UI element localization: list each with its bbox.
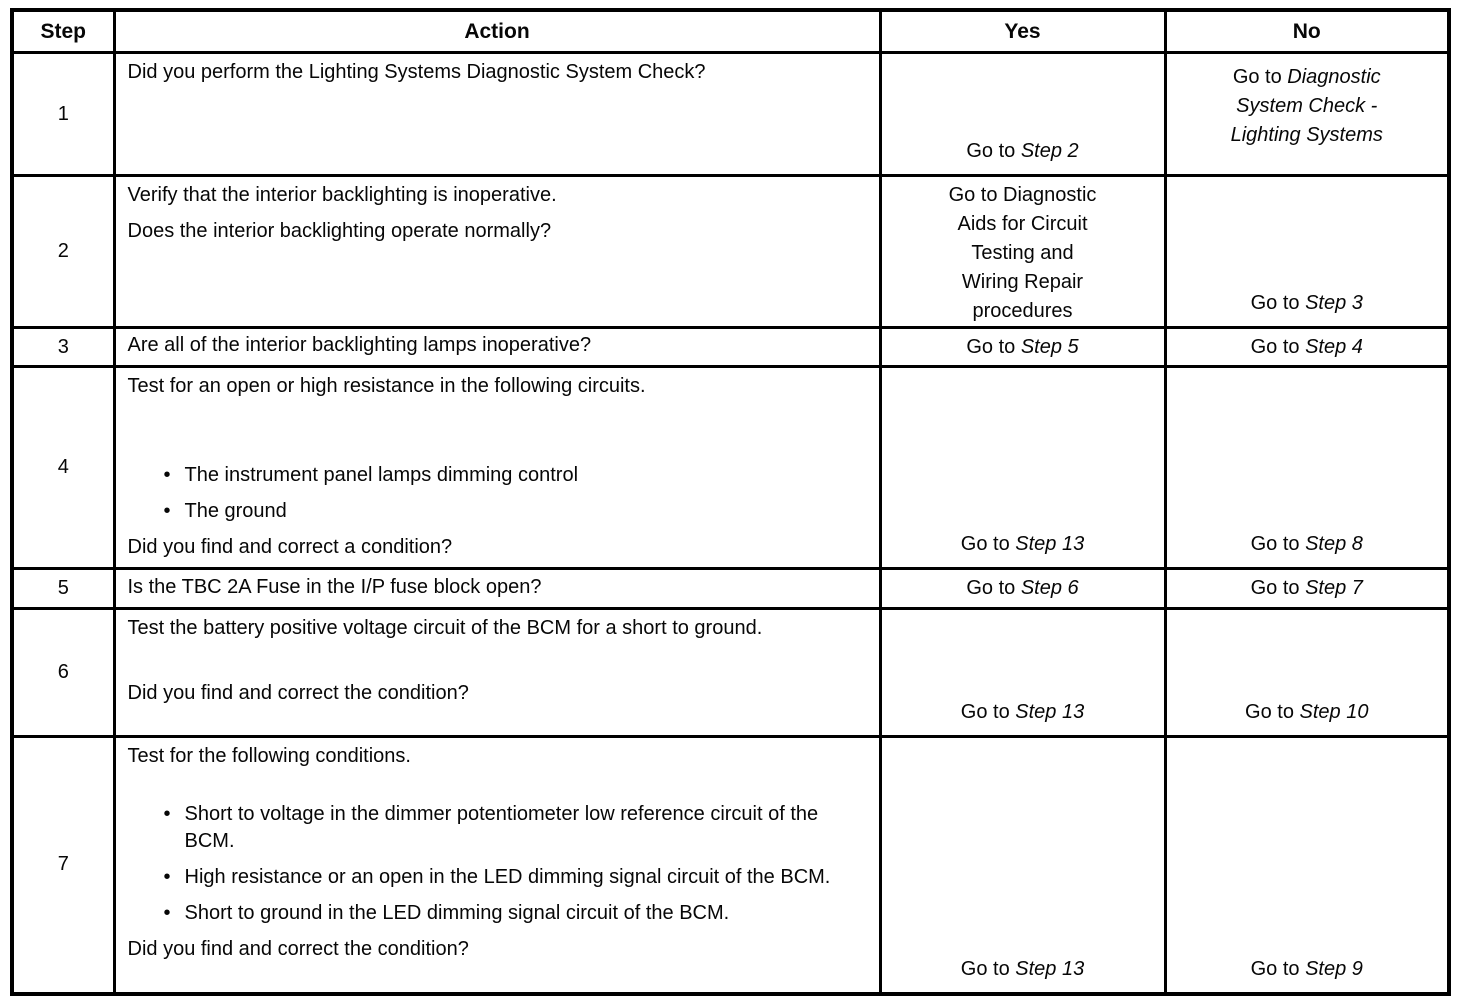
goto-text: Go to: [960, 957, 1010, 980]
action-text: Verify that the interior backlighting is inoperative.: [127, 184, 557, 206]
goto-reference: Step 9: [1305, 957, 1363, 980]
goto-text: Go to: [1232, 66, 1282, 88]
goto-reference: Step 5: [1020, 335, 1079, 358]
yes-cell: [880, 367, 1165, 569]
step-number: 1: [12, 53, 114, 176]
action-text: Is the TBC 2A Fuse in the I/P fuse block open?: [127, 576, 542, 598]
goto-reference: Step 7: [1305, 577, 1363, 599]
goto-reference: Step 4: [1305, 335, 1363, 358]
action-text: Test for an open or high resistance in the following circuits.: [127, 375, 646, 397]
yes-cell: [880, 609, 1165, 737]
goto-text: Go to: [1250, 577, 1300, 599]
action-text: Are all of the interior backlighting lamps inoperative?: [127, 334, 592, 356]
step-number: 4: [12, 367, 114, 569]
goto-text: Go to: [1245, 701, 1294, 723]
action-text: Did you perform the Lighting Systems Diagnostic System Check?: [127, 61, 706, 83]
action-question: Did you find and correct the condition?: [127, 938, 469, 960]
table-row-step-6: [12, 609, 1449, 737]
step-number: 7: [12, 737, 114, 994]
goto-reference: Step 2: [1020, 140, 1079, 162]
header-no: No: [1165, 10, 1449, 53]
bullet-item: • Short to ground in the LED dimming signal circuit of the BCM.: [164, 900, 853, 927]
goto-text: Go to: [966, 140, 1016, 162]
action-cell: [114, 176, 880, 328]
action-cell: [114, 53, 880, 176]
goto-text: Go to: [1250, 957, 1300, 980]
action-question: Did you find and correct a condition?: [127, 536, 453, 558]
step-number: 5: [12, 569, 114, 609]
step-number: 6: [12, 609, 114, 737]
action-cell: [114, 328, 880, 367]
header-yes: Yes: [880, 10, 1165, 53]
header-step: Step: [12, 10, 114, 53]
table-row-step-3: [12, 328, 1449, 367]
goto-text: Go to: [1250, 335, 1300, 358]
table-row-step-2: [12, 176, 1449, 328]
diagnostic-table: [10, 8, 1451, 996]
goto-text: Go to Diagnostic Aids for Circuit Testing and Wiring Repair procedures: [948, 184, 1097, 322]
no-cell: [1165, 53, 1449, 176]
goto-text: Go to: [1250, 533, 1300, 555]
no-cell: [1165, 609, 1449, 737]
yes-cell: [880, 737, 1165, 994]
action-cell: [114, 569, 880, 609]
goto-reference: Diagnostic System Check - Lighting Systems: [1230, 66, 1383, 146]
goto-text: Go to: [960, 701, 1010, 723]
action-cell: [114, 367, 880, 569]
step-number: 3: [12, 328, 114, 367]
no-cell: [1165, 737, 1449, 994]
action-question: Did you find and correct the condition?: [127, 682, 469, 704]
action-cell: [114, 609, 880, 737]
no-cell: [1165, 569, 1449, 609]
action-bullet-list: [128, 462, 853, 525]
action-text: Test for the following conditions.: [127, 745, 411, 767]
goto-text: Go to: [966, 577, 1016, 599]
goto-reference: Step 3: [1305, 292, 1363, 314]
goto-reference: Step 8: [1305, 533, 1363, 555]
yes-cell: [880, 328, 1165, 367]
yes-cell: [880, 569, 1165, 609]
yes-cell: [880, 176, 1165, 328]
goto-reference: Step 6: [1020, 577, 1079, 599]
bullet-item: • High resistance or an open in the LED dimming signal circuit of the BCM.: [164, 864, 853, 891]
action-question: Does the interior backlighting operate normally?: [127, 220, 552, 242]
table-row-step-5: [12, 569, 1449, 609]
action-cell: [114, 737, 880, 994]
goto-reference: Step 13: [1015, 957, 1085, 980]
goto-text: Go to: [966, 335, 1016, 358]
action-bullet-list: [128, 801, 853, 927]
no-cell: [1165, 176, 1449, 328]
bullet-item: • The ground: [164, 498, 853, 525]
goto-reference: Step 13: [1015, 701, 1085, 723]
goto-text: Go to: [1250, 292, 1300, 314]
no-cell: [1165, 367, 1449, 569]
header-action: Action: [114, 10, 880, 53]
goto-reference: Step 10: [1299, 701, 1369, 723]
table-row-step-4: [12, 367, 1449, 569]
bullet-item: • Short to voltage in the dimmer potentiometer low reference circuit of the BCM.: [164, 801, 853, 855]
yes-cell: [880, 53, 1165, 176]
no-cell: [1165, 328, 1449, 367]
header-row: [12, 10, 1449, 53]
bullet-item: • The instrument panel lamps dimming control: [164, 462, 853, 489]
action-text: Test the battery positive voltage circuit of the BCM for a short to ground.: [127, 617, 763, 639]
goto-reference: Step 13: [1015, 533, 1085, 555]
step-number: 2: [12, 176, 114, 328]
table-row-step-7: [12, 737, 1449, 994]
goto-text: Go to: [960, 533, 1010, 555]
table-row-step-1: [12, 53, 1449, 176]
